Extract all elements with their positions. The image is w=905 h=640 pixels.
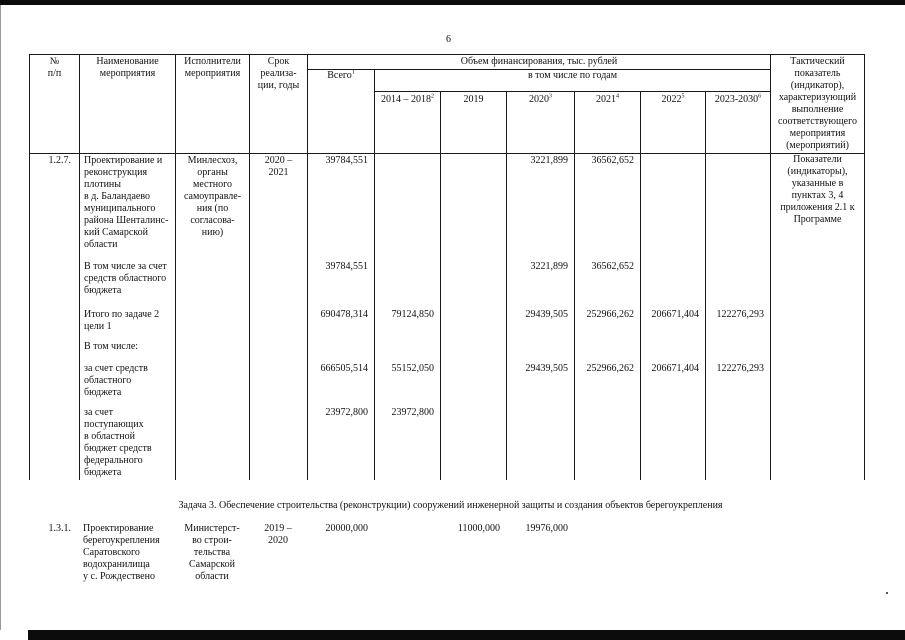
row-2022 bbox=[641, 260, 706, 308]
table-row bbox=[29, 522, 864, 584]
row-indicator bbox=[771, 406, 865, 480]
row-2014-2018 bbox=[375, 260, 441, 308]
row-2020: 29439,505 bbox=[507, 362, 575, 406]
row-total bbox=[308, 340, 375, 362]
row-total: 39784,551 bbox=[308, 154, 375, 261]
row-2022 bbox=[640, 522, 705, 584]
table-row bbox=[30, 406, 865, 480]
row-number bbox=[30, 406, 80, 480]
row-2021 bbox=[575, 406, 641, 480]
row-2021: 36562,652 bbox=[575, 260, 641, 308]
row-2021: 252966,262 bbox=[575, 362, 641, 406]
row-term: 2019 – 2020 bbox=[264, 523, 292, 546]
row-term bbox=[250, 308, 308, 340]
row-2020: 29439,505 bbox=[507, 308, 575, 340]
row-2021 bbox=[575, 340, 641, 362]
row-2021 bbox=[574, 522, 640, 584]
row-number: 1.2.7. bbox=[30, 154, 80, 261]
row-2022 bbox=[641, 154, 706, 261]
row-2019 bbox=[441, 154, 507, 261]
header-name: Наименование мероприятия bbox=[80, 55, 176, 154]
row-total: 23972,800 bbox=[308, 406, 375, 480]
table-row bbox=[30, 340, 865, 362]
table-row bbox=[30, 260, 865, 308]
row-2023-2030 bbox=[705, 522, 770, 584]
row-executors bbox=[176, 340, 250, 362]
header-financing: Объем финансирования, тыс. рублей bbox=[308, 55, 771, 70]
row-2023-2030: 122276,293 bbox=[706, 308, 771, 340]
row-name: за счет поступающих в областной бюджет средств федерального бюджета bbox=[80, 406, 176, 480]
row-name: В том числе за счет средств областного бюджета bbox=[80, 260, 176, 308]
row-total: 666505,514 bbox=[308, 362, 375, 406]
row-2022: 206671,404 bbox=[641, 362, 706, 406]
row-2022: 206671,404 bbox=[641, 308, 706, 340]
row-2023-2030 bbox=[706, 154, 771, 261]
header-indicator: Тактический показатель (индикатор), характеризующий выполнение соответствующего мероприятия (мероприятий) bbox=[771, 55, 865, 154]
page-number: 6 bbox=[446, 34, 451, 45]
row-2021: 36562,652 bbox=[575, 154, 641, 261]
row-number bbox=[30, 340, 80, 362]
row-term bbox=[250, 340, 308, 362]
bottom-scan-border bbox=[28, 630, 905, 640]
row-indicator bbox=[771, 308, 865, 340]
row-2019 bbox=[441, 308, 507, 340]
row-2020 bbox=[507, 406, 575, 480]
header-year: 2020$^3$ bbox=[507, 92, 575, 154]
table-row bbox=[30, 308, 865, 340]
header-year: 2023-2030$^6$ bbox=[706, 92, 771, 154]
row-term: 2020 – 2021 bbox=[250, 154, 308, 261]
row-name: В том числе: bbox=[80, 340, 176, 362]
row-name: Проектирование берегоукрепления Саратовского водохранилища у с. Рождествено bbox=[83, 523, 160, 582]
row-2023-2030: 122276,293 bbox=[706, 362, 771, 406]
row-2020: 3221,899 bbox=[507, 260, 575, 308]
row-2019 bbox=[441, 362, 507, 406]
row-2014-2018 bbox=[374, 522, 440, 584]
row-2014-2018 bbox=[375, 154, 441, 261]
header-by-years: в том числе по годам bbox=[375, 70, 771, 92]
row-number bbox=[30, 362, 80, 406]
row-executors bbox=[176, 406, 250, 480]
scan-speck bbox=[886, 592, 888, 594]
header-term: Срок реализа- ции, годы bbox=[250, 55, 308, 154]
row-2014-2018: 55152,050 bbox=[375, 362, 441, 406]
header-total: Всего$^1$ bbox=[308, 70, 375, 154]
row-term bbox=[250, 362, 308, 406]
row-number: 1.3.1. bbox=[48, 523, 71, 534]
row-2023-2030 bbox=[706, 260, 771, 308]
left-scan-edge bbox=[0, 5, 1, 630]
row-executors: Министерст- во строи- тельства Самарской области bbox=[184, 523, 240, 582]
row-indicator bbox=[771, 340, 865, 362]
row-executors bbox=[176, 308, 250, 340]
header-year: 2019 bbox=[441, 92, 507, 154]
header-year: 2021$^4$ bbox=[575, 92, 641, 154]
row-2019 bbox=[441, 340, 507, 362]
row-2023-2030 bbox=[706, 406, 771, 480]
row-indicator bbox=[770, 522, 864, 584]
row-number bbox=[30, 260, 80, 308]
row-2020: 3221,899 bbox=[507, 154, 575, 261]
row-total: 20000,000 bbox=[325, 523, 368, 534]
row-number bbox=[30, 308, 80, 340]
row-total: 690478,314 bbox=[308, 308, 375, 340]
row-total: 39784,551 bbox=[308, 260, 375, 308]
row-executors: Минлесхоз, органы местного самоуправле- ния (по согласова- нию) bbox=[176, 154, 250, 261]
row-name: Итого по задаче 2 цели 1 bbox=[80, 308, 176, 340]
row-2023-2030 bbox=[706, 340, 771, 362]
top-scan-border bbox=[0, 0, 905, 5]
header-executors: Исполнители мероприятия bbox=[176, 55, 250, 154]
row-executors bbox=[176, 362, 250, 406]
table-row bbox=[30, 154, 865, 261]
row-indicator bbox=[771, 362, 865, 406]
task3-table bbox=[29, 522, 864, 584]
row-executors bbox=[176, 260, 250, 308]
row-2020: 19976,000 bbox=[525, 523, 568, 534]
row-2014-2018: 79124,850 bbox=[375, 308, 441, 340]
row-2019 bbox=[441, 406, 507, 480]
header-number: № п/п bbox=[30, 55, 80, 154]
table-row bbox=[30, 362, 865, 406]
row-indicator: Показатели (индикаторы), указанные в пунктах 3, 4 приложения 2.1 к Программе bbox=[771, 154, 865, 261]
row-2020 bbox=[507, 340, 575, 362]
financing-table bbox=[29, 54, 865, 480]
row-term bbox=[250, 260, 308, 308]
row-name: Проектирование и реконструкция плотины в д. Баландаево муниципального района Шенталинс- кий Самарской области bbox=[80, 154, 176, 261]
task-title: Задача 3. Обеспечение строительства (реконструкции) сооружений инженерной защиты и создания объектов берегоукрепления bbox=[178, 500, 723, 511]
row-2021: 252966,262 bbox=[575, 308, 641, 340]
row-2019: 11000,000 bbox=[457, 523, 500, 534]
row-name: за счет средств областного бюджета bbox=[80, 362, 176, 406]
header-year: 2014 – 2018$^2$ bbox=[375, 92, 441, 154]
row-2022 bbox=[641, 340, 706, 362]
row-indicator bbox=[771, 260, 865, 308]
header-year: 2022$^5$ bbox=[641, 92, 706, 154]
row-2014-2018: 23972,800 bbox=[375, 406, 441, 480]
row-2014-2018 bbox=[375, 340, 441, 362]
row-2022 bbox=[641, 406, 706, 480]
row-term bbox=[250, 406, 308, 480]
row-2019 bbox=[441, 260, 507, 308]
